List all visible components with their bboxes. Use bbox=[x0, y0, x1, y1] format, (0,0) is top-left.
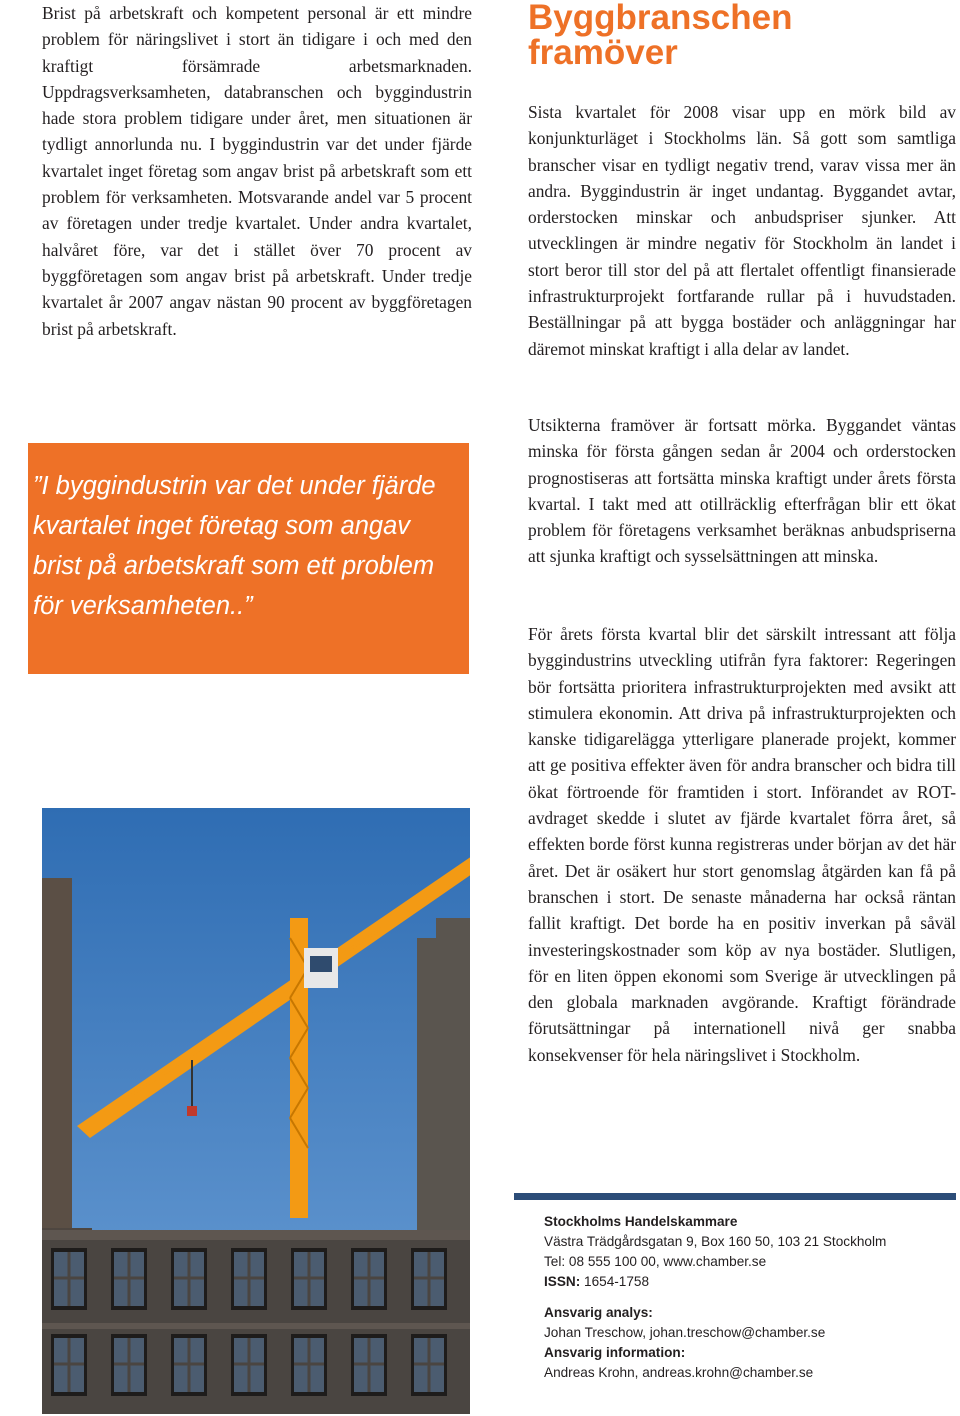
pull-quote-text: ”I byggindustrin var det under fjärde kvartalet inget företag som angav brist på arbetskraft som ett problem för verksamheten..” bbox=[33, 472, 436, 620]
organization-name: Stockholms Handelskammare bbox=[544, 1214, 738, 1229]
analysis-label: Ansvarig analys: bbox=[544, 1305, 653, 1320]
organization-address: Västra Trädgårdsgatan 9, Box 160 50, 103 21 Stockholm bbox=[544, 1234, 887, 1249]
organization-contact: Tel: 08 555 100 00, www.chamber.se bbox=[544, 1254, 767, 1269]
body-paragraph: Brist på arbetskraft och kompetent personal är ett mindre problem för näringslivet i stort än tidigare i och med den kraftigt försämrade arbetsmarknaden. Uppdragsverksamheten, databranschen och byggindustrin hade stora problem tidigare under året, men situationen är tydligt annorlunda nu. I byggindustrin var det under fjärde kvartalet inget företag som angav brist på arbetskraft som ett problem för verksamheten. Motsvarande andel var 5 procent av företagen under tredje kvartalet. Under andra kvartalet, halvåret före, var det i stället över 70 procent av byggföretagen som angav brist på arbetskraft. Under tredje kvartalet år 2007 angav nästan 90 procent av byggföretagen brist på arbetskraft. bbox=[42, 3, 472, 339]
crane-building-illustration bbox=[42, 808, 470, 1414]
issn-line bbox=[544, 1272, 956, 1292]
body-paragraph: Sista kvartalet för 2008 visar upp en mörk bild av konjunkturläget i Stockholms län. Så gott som samtliga branscher visar en tydligt negativ trend, varav vissa mer än andra. Byggindustrin är inget undantag. Byggandet avtar, orderstocken minskar och anbudspriser sjunker. Att utvecklingen är mindre negativ för Stockholm än landet i stort beror till stor del på att flertalet offentligt finansierade infrastrukturprojekt fortfarande rullar på i huvudstaden. Beställningar på att bygga bostäder och anläggningar har däremot minskat kraftigt i alla delar av landet. bbox=[528, 102, 956, 359]
section-heading bbox=[528, 0, 828, 70]
information-label: Ansvarig information: bbox=[544, 1345, 686, 1360]
issn-label: ISSN: bbox=[544, 1274, 581, 1289]
body-paragraph: För årets första kvartal blir det särskilt intressant att följa byggindustrins utveckling utifrån fyra faktorer: Regeringen bör fortsätta prioritera infrastrukturprojekten med avsikt att stimulera ekonomin. Att driva på infrastrukturprojekten och kanske tidigarelägga ytterligare planerade projekt, kommer att ge positiva effekter även för andra branscher och bidra till ökat förtroende för framtiden i stort. Införandet av ROT-avdraget skedde i slutet av fjärde kvartalet förra året, så effekten borde först kunna registreras under början av det här året. Det är osäkert hur stort genomslag åtgärden kan få på branschen i stort. De senaste månaderna har också räntan fallit kraftigt. Det borde ha en positiv inverkan på såväl investeringskostnader som köp av nya bostäder. Slutligen, för en liten öppen ekonomi som Sverige är utvecklingen på den globala marknaden avgörande. Kraftigt förändrade förutsättningar på internationell nivå ger snabba konsekvenser för hela näringslivet i Stockholm. bbox=[528, 624, 956, 1065]
crane-photo bbox=[42, 808, 470, 1414]
right-paragraph-1-block bbox=[528, 99, 956, 362]
information-person: Andreas Krohn, andreas.krohn@chamber.se bbox=[544, 1365, 814, 1380]
left-column bbox=[42, 0, 472, 342]
right-paragraph-2-block bbox=[528, 412, 956, 570]
footer-info bbox=[544, 1212, 956, 1383]
heading-text: Byggbranschen framöver bbox=[528, 0, 793, 72]
footer-divider bbox=[514, 1193, 956, 1200]
analysis-person: Johan Treschow, johan.treschow@chamber.se bbox=[544, 1325, 826, 1340]
issn-value: 1654-1758 bbox=[580, 1274, 650, 1289]
right-paragraph-3-block bbox=[528, 621, 956, 1068]
body-paragraph: Utsikterna framöver är fortsatt mörka. Byggandet väntas minska för första gången sedan år 2004 och orderstocken prognostiseras att fortsätta minska kraftigt under årets första kvartal. I takt med att otillräcklig efterfrågan blir ett ökat problem för företagens verksamhet beräknas anbudspriserna att sjunka kraftigt och sysselsättningen att minska. bbox=[528, 415, 956, 567]
